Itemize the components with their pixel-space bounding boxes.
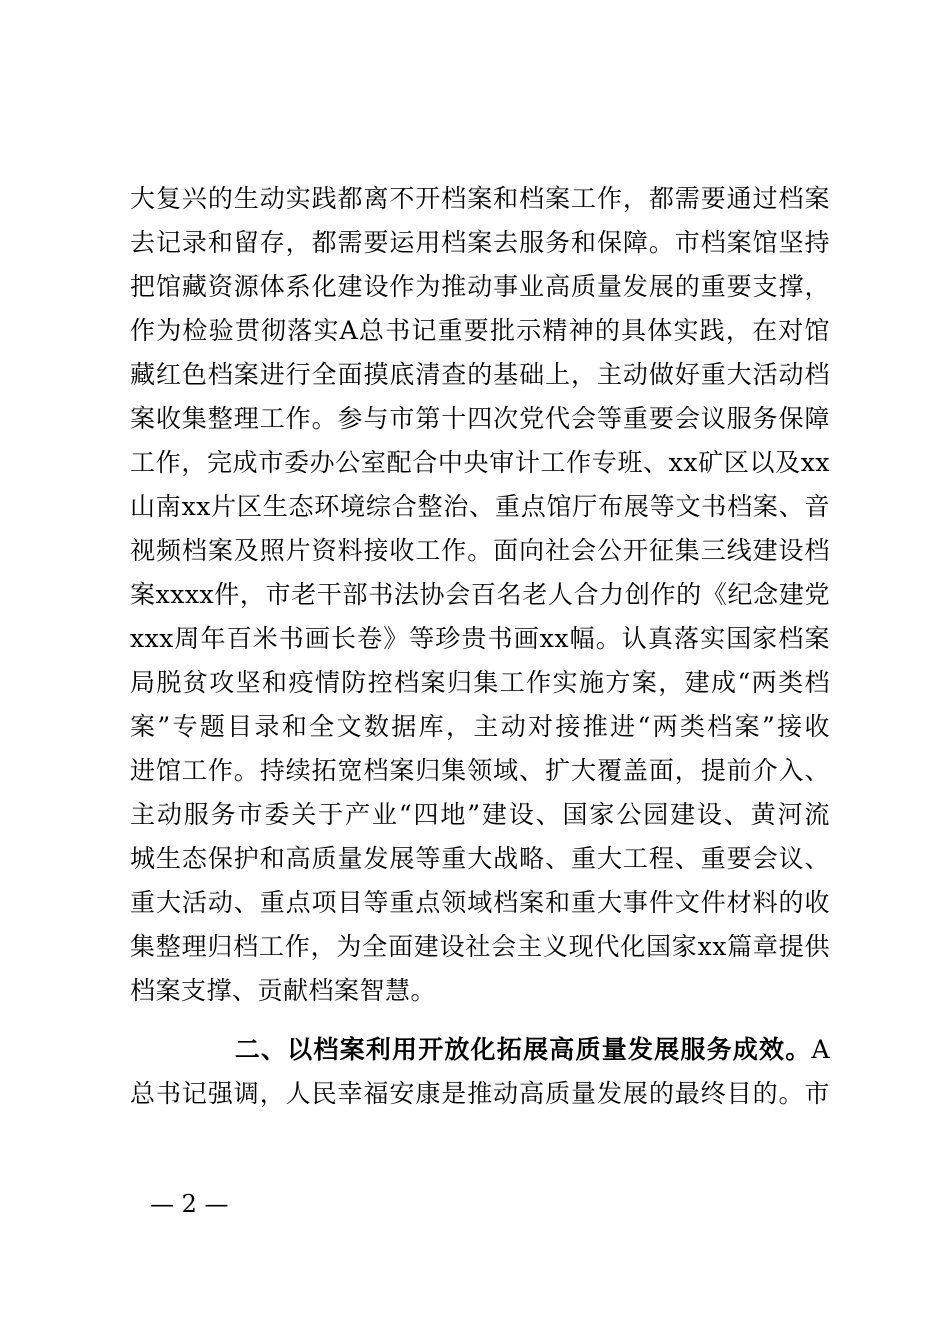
- paragraph-line: 藏红色档案进行全面摸底清查的基础上，主动做好重大活动档: [130, 360, 830, 389]
- paragraph-line: 案”专题目录和全文数据库，主动对接推进“两类档案”接收: [130, 712, 830, 741]
- paragraph-line: 去记录和留存，都需要运用档案去服务和保障。市档案馆坚持: [130, 228, 830, 257]
- paragraph-line: 大复兴的生动实践都离不开档案和档案工作，都需要通过档案: [130, 184, 830, 213]
- paragraph-line: 案xxxx件，市老干部书法协会百名老人合力创作的《纪念建党: [130, 580, 830, 609]
- paragraph-line: 工作，完成市委办公室配合中央审计工作专班、xx矿区以及xx: [130, 448, 830, 477]
- paragraph-line: 主动服务市委关于产业“四地”建设、国家公园建设、黄河流: [130, 800, 830, 829]
- paragraph-spacer: [130, 1013, 830, 1028]
- paragraph-line: 作为检验贯彻落实A总书记重要批示精神的具体实践，在对馆: [130, 316, 830, 345]
- paragraph-line: 档案支撑、贡献档案智慧。: [130, 976, 437, 1005]
- paragraph-line: xxx周年百米书画长卷》等珍贵书画xx幅。认真落实国家档案: [130, 624, 830, 653]
- paragraph-line: 集整理归档工作，为全面建设社会主义现代化国家xx篇章提供: [130, 932, 830, 961]
- paragraph-line: 总书记强调，人民幸福安康是推动高质量发展的最终目的。市: [130, 1079, 830, 1108]
- document-body: [130, 177, 830, 1116]
- paragraph-line: 局脱贫攻坚和疫情防控档案归集工作实施方案，建成“两类档: [130, 668, 830, 697]
- paragraph-line: 进馆工作。持续拓宽档案归集领域、扩大覆盖面，提前介入、: [130, 756, 830, 785]
- section-heading-line: [130, 1028, 830, 1072]
- paragraph-text: A: [811, 1035, 830, 1064]
- paragraph-line: 视频档案及照片资料接收工作。面向社会公开征集三线建设档: [130, 536, 830, 565]
- paragraph-line: 案收集整理工作。参与市第十四次党代会等重要会议服务保障: [130, 404, 830, 433]
- paragraph-line: 把馆藏资源体系化建设作为推动事业高质量发展的重要支撑，: [130, 272, 830, 301]
- paragraph-line: 重大活动、重点项目等重点领域档案和重大事件文件材料的收: [130, 888, 830, 917]
- section-heading: 二、以档案利用开放化拓展高质量发展服务成效。: [234, 1035, 812, 1064]
- page-number: — 2 —: [150, 1190, 229, 1218]
- paragraph-line: 山南xx片区生态环境综合整治、重点馆厅布展等文书档案、音: [130, 492, 830, 521]
- paragraph-line: 城生态保护和高质量发展等重大战略、重大工程、重要会议、: [130, 844, 830, 873]
